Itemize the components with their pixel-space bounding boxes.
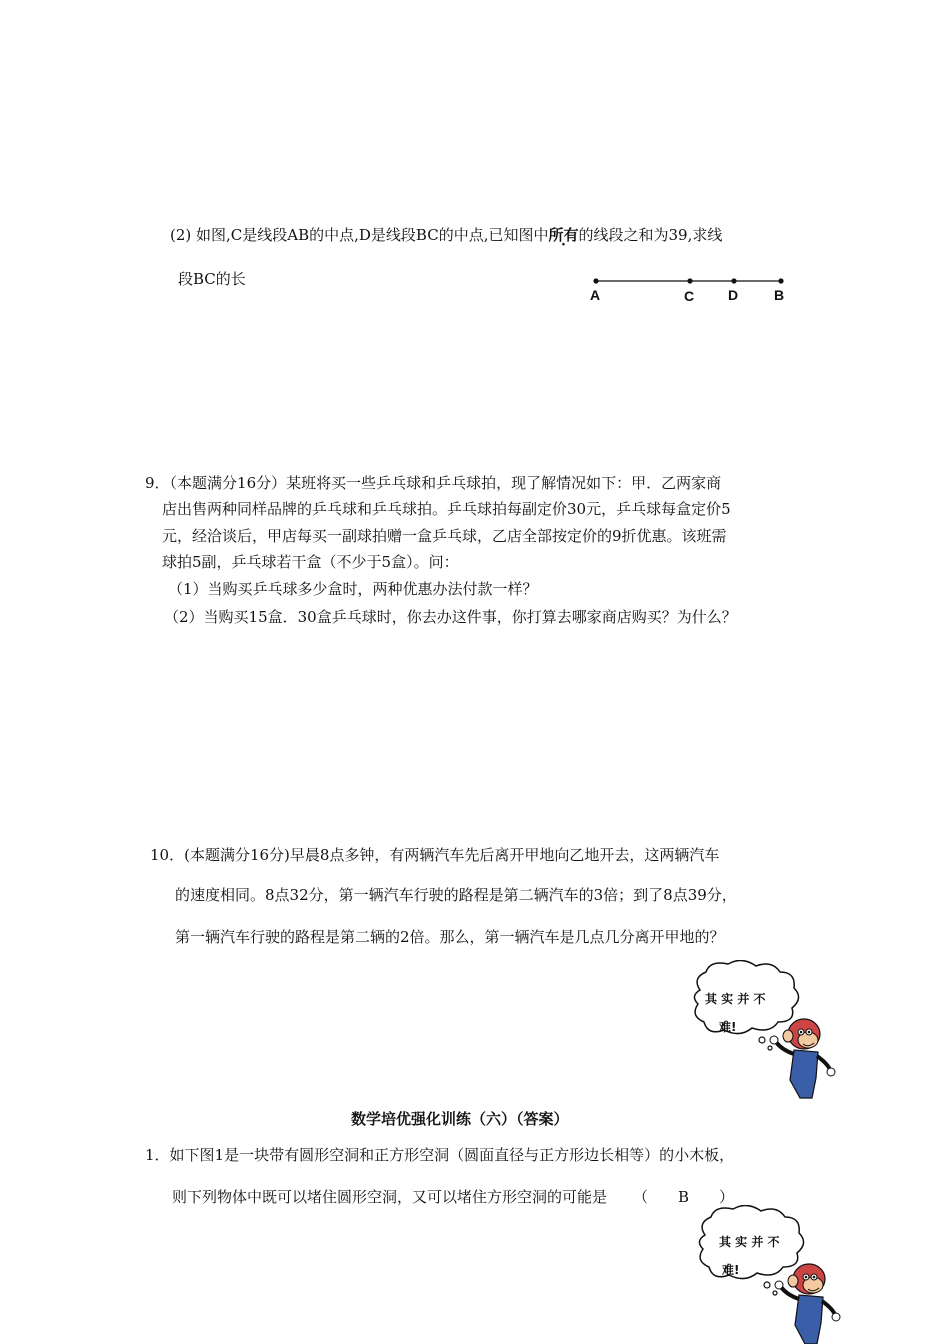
q9-sub1: （1）当购买乒乓球多少盒时，两种优惠办法付款一样？ bbox=[168, 580, 538, 598]
q9-line4: 球拍5副，乒乓球若干盒（不少于5盒）。问： bbox=[162, 553, 459, 571]
q9-line2: 店出售两种同样品牌的乒乓球和乒乓球拍。乒乓球拍每副定价30元，乒乓球每盒定价5 bbox=[162, 500, 731, 518]
answers-q1-line2 bbox=[172, 1186, 734, 1208]
q10-line2: 的速度相同。8点32分，第一辆汽车行驶的路程是第二辆汽车的3倍；到了8点39分， bbox=[175, 886, 737, 904]
answers-q1-answer: （ B ） bbox=[633, 1188, 735, 1206]
q8-2-line1-pre: (2) 如图,C是线段AB的中点,D是线段BC的中点,已知图中 bbox=[170, 226, 549, 244]
q8-2-line2: 段BC的长 bbox=[178, 270, 246, 288]
label-c: C bbox=[684, 288, 695, 304]
point-d bbox=[731, 278, 736, 283]
label-b: B bbox=[774, 287, 785, 303]
cartoon-monkey-2 bbox=[695, 1205, 845, 1344]
q9-line1: 9．（本题满分16分）某班将买一些乒乓球和乒乓球拍，现了解情况如下：甲．乙两家商 bbox=[145, 474, 722, 492]
point-a bbox=[593, 278, 598, 283]
q10-line3: 第一辆汽车行驶的路程是第二辆的2倍。那么，第一辆汽车是几点几分离开甲地的？ bbox=[175, 928, 725, 946]
cloud-1-line1: 其 实 并 不 bbox=[705, 992, 766, 1006]
label-d: D bbox=[728, 287, 739, 303]
q8-2-line1-post: 的线段之和为39,求线 bbox=[578, 226, 723, 244]
q8-2-line1 bbox=[170, 224, 722, 246]
answers-q1-line1: 1．如下图1是一块带有圆形空洞和正方形空洞（圆面直径与正方形边长相等）的小木板， bbox=[145, 1146, 735, 1164]
q9-sub2: （2）当购买15盒．30盒乒乓球时，你去办这件事，你打算去哪家商店购买？为什么？ bbox=[164, 608, 737, 626]
q9-line3: 元，经洽谈后，甲店每买一副球拍赠一盒乒乓球，乙店全部按定价的9折优惠。该班需 bbox=[162, 527, 727, 545]
cloud-2-line1: 其 实 并 不 bbox=[719, 1235, 780, 1249]
point-c bbox=[687, 278, 692, 283]
q10-line1: 10．(本题满分16分)早晨8点多钟，有两辆汽车先后离开甲地向乙地开去，这两辆汽车 bbox=[150, 846, 720, 864]
cloud-2-line2: 难! bbox=[722, 1263, 740, 1277]
label-a: A bbox=[590, 287, 601, 303]
answers-q1-question: 则下列物体中既可以堵住圆形空洞，又可以堵住方形空洞的可能是 bbox=[172, 1188, 608, 1206]
q8-2-emphasis: 所有 bbox=[548, 226, 579, 244]
answers-title: 数学培优强化训练（六）（答案） bbox=[351, 1110, 569, 1128]
cartoon-monkey-1 bbox=[690, 960, 840, 1100]
cloud-1-line2: 难! bbox=[719, 1020, 737, 1034]
point-b bbox=[778, 278, 783, 283]
